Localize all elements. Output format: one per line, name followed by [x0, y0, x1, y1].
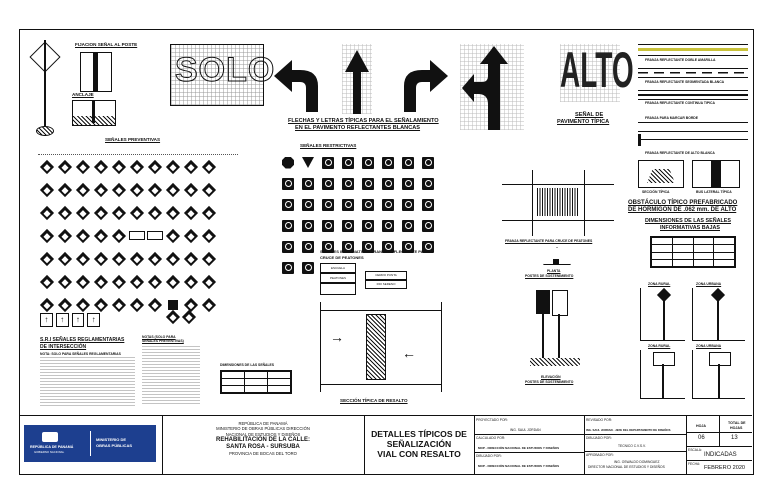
total-label-1: TOTAL DE [728, 421, 746, 425]
flechas-title-1: FLECHAS Y LETRAS TÍPICAS PARA EL SEÑALAMIENTO [288, 118, 439, 124]
preventive-sign-icon [112, 205, 126, 219]
franja-cont [638, 90, 748, 100]
preventive-sign-icon [202, 228, 216, 242]
preventivas-notes [38, 144, 238, 155]
proyectado-label: PROYECTADO POR: [476, 418, 508, 422]
cruce-peatones-label: FRANJA REFLECTANTE PARA CRUCE DE PEATONES [505, 239, 593, 243]
dimensiones-title-2: INFORMATIVAS BAJAS [660, 225, 720, 231]
restrictive-sign-icon [282, 241, 294, 253]
restrictive-sign-icon [402, 220, 414, 232]
preventive-sign-icon [148, 251, 162, 265]
restrictive-sign-icon [382, 199, 394, 211]
dibujado-name: MOP - DIRECCIÓN NACIONAL DE ESTUDIOS Y DISEÑOS [478, 464, 560, 468]
seccion-tipica-drawing [638, 160, 684, 188]
ministry-logo [24, 425, 156, 462]
zona-urbana-label-2: ZONA URBANA [696, 344, 722, 348]
reglamentarias-title-2: DE INTERSECCIÓN [40, 344, 87, 350]
anclaje-detail [72, 100, 116, 126]
fijacion-label: FIJACION SEÑAL AL POSTE [75, 42, 138, 47]
restrictive-sign-icon [322, 157, 334, 169]
preventivas-title: SEÑALES PREVENTIVAS [105, 137, 161, 142]
seccion-tipica-label: SECCIÓN TÍPICA [642, 190, 670, 194]
preventive-sign-icon [40, 159, 54, 173]
preventive-sign-icon [166, 228, 180, 242]
logo-ministry-1: MINISTERIO DE [96, 437, 127, 442]
preventive-sign-icon [58, 159, 72, 173]
arrow-curve-left-icon [270, 52, 332, 114]
title-block-sheet-cell [686, 416, 752, 474]
project-line-1: REPÚBLICA DE PANAMÁ [238, 421, 288, 426]
preventive-sign-icon [40, 228, 54, 242]
board-sign-icon [129, 231, 145, 240]
aprobado-label: APROBADO POR: [586, 453, 614, 457]
reglamentarias-title-1: S.R.I SEÑALES REGLAMENTARIAS [40, 337, 125, 343]
aprobado-name-2: DIRECTOR NACIONAL DE ESTUDIOS Y DISEÑOS [588, 465, 665, 469]
preventive-sign-icon [40, 274, 54, 288]
fijacion-detail [80, 52, 112, 92]
preventive-sign-icon [148, 182, 162, 196]
preventive-sign-icon [58, 182, 72, 196]
logo-country: REPÚBLICA DE PANAMÁ [30, 445, 74, 449]
preventive-sign-icon [112, 274, 126, 288]
logo-subtitle: GOBIERNO NACIONAL [34, 450, 65, 454]
zona-urbana-label-1: ZONA URBANA [696, 282, 722, 286]
aprobado-name-1: ING. OSWALDO DOMINGUEZ [614, 460, 660, 464]
zona-urbana-drawing-2 [692, 350, 745, 399]
project-line-3: NACIONAL DE ESTUDIOS Y DISEÑOS [225, 431, 301, 437]
reglamentarias-notes-text [40, 357, 135, 407]
dimensiones-title-1: DIMENSIONES DE LAS SEÑALES [645, 218, 731, 224]
notas-preventivas-text [142, 346, 200, 404]
preventive-sign-icon [202, 159, 216, 173]
preventive-sign-icon [202, 205, 216, 219]
arrow-combo-icon [460, 44, 524, 130]
preventive-sign-icon [166, 159, 180, 173]
preventivas-grid [38, 155, 218, 335]
restrictive-sign-icon [382, 157, 394, 169]
preventive-sign-icon [130, 297, 144, 311]
preventive-sign-icon [184, 274, 198, 288]
preventive-sign-icon [166, 205, 180, 219]
restrictive-sign-icon [282, 199, 294, 211]
preventive-sign-icon [130, 159, 144, 173]
logo-ministry-2: OBRAS PÚBLICAS [96, 443, 133, 448]
franja-seg [638, 68, 748, 78]
restrictive-sign-icon [302, 199, 314, 211]
preventive-sign-icon [58, 251, 72, 265]
arrow-right-icon: → [330, 329, 344, 345]
total-label-2: HOJAS [730, 426, 743, 430]
restrictive-sign-icon [362, 199, 374, 211]
obstaculo-title-2: DE HORMIGÓN DE .062 mm. DE ALTO [628, 207, 737, 213]
preventive-sign-icon [202, 297, 216, 311]
preventive-sign-icon [94, 159, 108, 173]
restrictive-sign-icon [342, 178, 354, 190]
preventive-sign-icon [40, 205, 54, 219]
franja-borde [638, 122, 748, 132]
drawing-title-3: VIAL CON RESALTO [377, 449, 461, 459]
restrictive-sign-icon [302, 178, 314, 190]
preventive-sign-icon [166, 251, 180, 265]
obstaculo-title-1: OBSTÁCULO TÍPICO PREFABRICADO [628, 200, 738, 206]
escala-label: ESCALA: [688, 448, 702, 452]
restrictive-sign-icon [342, 220, 354, 232]
bus-lateral-label: BUS LATERAL TÍPICA [696, 190, 732, 194]
preventive-sign-icon [130, 182, 144, 196]
project-location: PROVINCIA DE BOCAS DEL TORO [229, 451, 297, 457]
restrictive-sign-icon [422, 199, 434, 211]
franja-doble-label: FRANJA REFLECTANTE DOBLE AMARILLA [645, 58, 716, 62]
preventive-sign-icon [166, 274, 180, 288]
preventive-sign-icon [112, 297, 126, 311]
zona-rural-drawing-2 [640, 350, 685, 399]
preventive-sign-icon [58, 297, 72, 311]
revisado-name: ING. SAUL JORDAN - JEFE DEL DEPARTAMENTO DE DISEÑOS [586, 428, 671, 432]
elevacion-label-2: POSTES DE SOSTENIMIENTO [525, 380, 574, 384]
elevacion-drawing [530, 288, 580, 368]
small-preventive-icons [168, 312, 194, 322]
project-name-2: SANTA ROSA - SURSUBA [226, 444, 300, 451]
notas-preventivas-1: NOTAS (SOLO PARA [142, 335, 176, 339]
preventive-sign-icon [76, 182, 90, 196]
restrictive-sign-icon [322, 220, 334, 232]
restrictive-sign-icon [422, 220, 434, 232]
total-value: 13 [731, 435, 738, 441]
project-line-2: MINISTERIO DE OBRAS PÚBLICAS DIRECCIÓN [216, 426, 310, 432]
dibujado2-label: DIBUJADO POR: [586, 436, 612, 440]
title-block [20, 415, 752, 474]
arrow-straight-icon [342, 44, 372, 114]
calculado-name: MOP - DIRECCIÓN NACIONAL DE ESTUDIOS Y DISEÑOS [478, 446, 560, 450]
restrictive-sign-icon [302, 241, 314, 253]
title-block-logo-cell [20, 416, 163, 474]
preventive-sign-icon [112, 251, 126, 265]
arrow-left-icon: ← [402, 345, 416, 361]
planta-label-1: PLANTA [547, 269, 561, 273]
preventive-sign-icon [112, 228, 126, 242]
dibujado-label: DIBUJADO POR: [476, 454, 502, 458]
informativas-title-1: SEÑALES INFORMATIVAS FRANJA REFLECTANTE PARA [320, 249, 430, 254]
fecha-value: FEBRERO 2020 [704, 465, 746, 471]
zona-rural-label-1: ZONA RURAL [648, 282, 671, 286]
calculado-label: CALCULADO POR: [476, 436, 506, 440]
restrictive-sign-icon [362, 157, 374, 169]
arrow-curve-right-icon [390, 52, 452, 114]
chevron-sign-icon [168, 300, 178, 310]
hoja-label: HOJA [696, 424, 706, 428]
dibujado2-name: TECNICO C.V.S.V. [618, 444, 646, 448]
restrictive-sign-icon [282, 178, 294, 190]
restrictive-sign-icon [402, 157, 414, 169]
seccion-resalto-label: SECCIÓN TÍPICA DE RESALTO [340, 398, 408, 403]
preventive-sign-icon [94, 251, 108, 265]
preventive-sign-icon [130, 205, 144, 219]
info-sign-2: PEATONES [320, 273, 356, 283]
zona-urbana-drawing-1 [692, 288, 745, 341]
franja-cont-label: FRANJA REFLECTANTE CONTINUA TIPICA [645, 101, 715, 105]
pavement-letters-grid: SOLO [170, 44, 264, 106]
board-sign-icon [147, 231, 163, 240]
preventive-sign-icon [94, 228, 108, 242]
drawing-sheet [19, 29, 754, 475]
info-sign-5 [320, 283, 356, 295]
title-block-drawing-cell [364, 416, 475, 474]
post-detail [30, 40, 60, 140]
restrictive-sign-icon [422, 157, 434, 169]
restrictive-sign-icon [362, 178, 374, 190]
reglamentarias-note: NOTA: SOLO PARA SEÑALES REGLAMENTARIAS [40, 352, 121, 356]
pavimento-title-2: PAVIMENTO TÍPICA [557, 119, 610, 125]
preventive-sign-icon [184, 159, 198, 173]
preventive-sign-icon [94, 297, 108, 311]
elevacion-label-1: ELEVACIÓN [541, 375, 561, 379]
restrictive-sign-icon [342, 157, 354, 169]
hoja-value: 06 [698, 435, 705, 441]
escala-value: INDICADAS [704, 452, 737, 458]
restrictive-sign-icon [282, 262, 294, 274]
preventive-sign-icon [94, 274, 108, 288]
preventive-sign-icon [76, 274, 90, 288]
restrictive-sign-icon [302, 220, 314, 232]
bus-lateral-drawing [692, 160, 740, 188]
preventive-sign-icon [184, 228, 198, 242]
preventive-sign-icon [94, 205, 108, 219]
preventive-sign-icon [148, 159, 162, 173]
project-name-1: REHABILITACIÓN DE LA CALLE: [216, 437, 310, 444]
restrictive-sign-icon [422, 178, 434, 190]
arrow-box-icons: ↑ ↑ ↑ ↑ [40, 313, 100, 327]
restrictive-sign-icon [282, 220, 294, 232]
franja-alto [638, 134, 748, 146]
preventive-sign-icon [166, 182, 180, 196]
alto-pavement [560, 42, 634, 102]
proyectado-name: ING. SAUL JORDAN [510, 428, 541, 432]
zona-rural-label-2: ZONA RURAL [648, 344, 671, 348]
restrictive-sign-icon [322, 199, 334, 211]
restrictive-sign-icon [382, 220, 394, 232]
restrictive-sign-icon [302, 262, 314, 274]
revisado-label: REVISADO POR: [586, 418, 613, 422]
drawing-title-1: DETALLES TÍPICOS DE [371, 429, 467, 439]
resalto-drawing [320, 302, 442, 392]
drawing-title-2: SEÑALIZACIÓN [386, 439, 452, 449]
restrictive-sign-icon [322, 178, 334, 190]
restrictive-sign-icon [402, 199, 414, 211]
dimensiones-table [220, 370, 292, 394]
preventive-sign-icon [148, 297, 162, 311]
preventive-sign-icon [76, 251, 90, 265]
fecha-label: FECHA: [688, 462, 701, 466]
preventive-sign-icon [94, 182, 108, 196]
preventive-sign-icon [130, 274, 144, 288]
preventive-sign-icon [40, 251, 54, 265]
restrictivas-title: SEÑALES RESTRICTIVAS [300, 143, 357, 148]
preventive-sign-icon [202, 274, 216, 288]
preventive-sign-icon [184, 297, 198, 311]
franja-borde-label: FRANJA PARA MARCAR BORDE [645, 116, 698, 120]
flechas-title-2: EN EL PAVIMENTO REFLECTANTES BLANCAS [295, 125, 421, 131]
preventive-sign-icon [40, 297, 54, 311]
cruce-peatones-drawing [502, 170, 614, 236]
restrictive-sign-icon [342, 199, 354, 211]
restrictivas-grid [278, 152, 448, 282]
info-sign-1: ESCUELA [320, 263, 356, 273]
preventive-sign-icon [202, 182, 216, 196]
preventive-sign-icon [184, 251, 198, 265]
yield-sign-icon [302, 157, 314, 168]
notas-preventivas-2: SEÑALES PREVENTIVAS) [142, 339, 184, 343]
preventive-sign-icon [130, 251, 144, 265]
preventive-sign-icon [148, 205, 162, 219]
info-sign-3: CERRO PUNTA [365, 271, 407, 280]
pavimento-title-1: SEÑAL DE [575, 112, 604, 118]
preventive-sign-icon [184, 205, 198, 219]
franja-alto-label: FRANJA REFLECTANTE DE ALTO BLANCA [645, 151, 715, 155]
dimensiones-informativas-table [650, 236, 736, 268]
preventive-sign-icon [76, 228, 90, 242]
info-sign-4: RIO SERENO [365, 280, 407, 289]
franja-seg-label: FRANJA REFLECTANTE SEGMENTADA BLANCA [645, 80, 725, 84]
preventive-sign-icon [184, 182, 198, 196]
coat-of-arms-icon [42, 432, 58, 442]
preventive-sign-icon [76, 205, 90, 219]
title-block-signatures-cell [474, 416, 585, 474]
franja-doble [638, 44, 748, 56]
anclaje-label: ANCLAJE [72, 92, 94, 97]
preventive-sign-icon [112, 182, 126, 196]
planta-label-2: POSTES DE SOSTENIMIENTO [525, 274, 574, 278]
preventive-sign-icon [148, 274, 162, 288]
planta-drawing [535, 245, 575, 267]
dimensiones-bajas-label: DIMENSIONES DE LAS SEÑALES [220, 363, 275, 367]
preventive-sign-icon [58, 274, 72, 288]
restrictive-sign-icon [402, 178, 414, 190]
preventive-sign-icon [40, 182, 54, 196]
stop-sign-icon [282, 157, 294, 169]
alto-word: ALTO [560, 42, 634, 98]
preventive-sign-icon [58, 205, 72, 219]
title-block-project-cell [162, 416, 365, 474]
restrictive-sign-icon [362, 220, 374, 232]
zona-rural-drawing-1 [640, 288, 685, 341]
title-block-approval-cell [584, 416, 687, 474]
restrictive-sign-icon [382, 178, 394, 190]
preventive-sign-icon [112, 159, 126, 173]
preventive-sign-icon [58, 228, 72, 242]
preventive-sign-icon [76, 297, 90, 311]
informativas-title-2: CRUCE DE PEATONES [320, 255, 364, 260]
preventive-sign-icon [202, 251, 216, 265]
preventive-sign-icon [76, 159, 90, 173]
